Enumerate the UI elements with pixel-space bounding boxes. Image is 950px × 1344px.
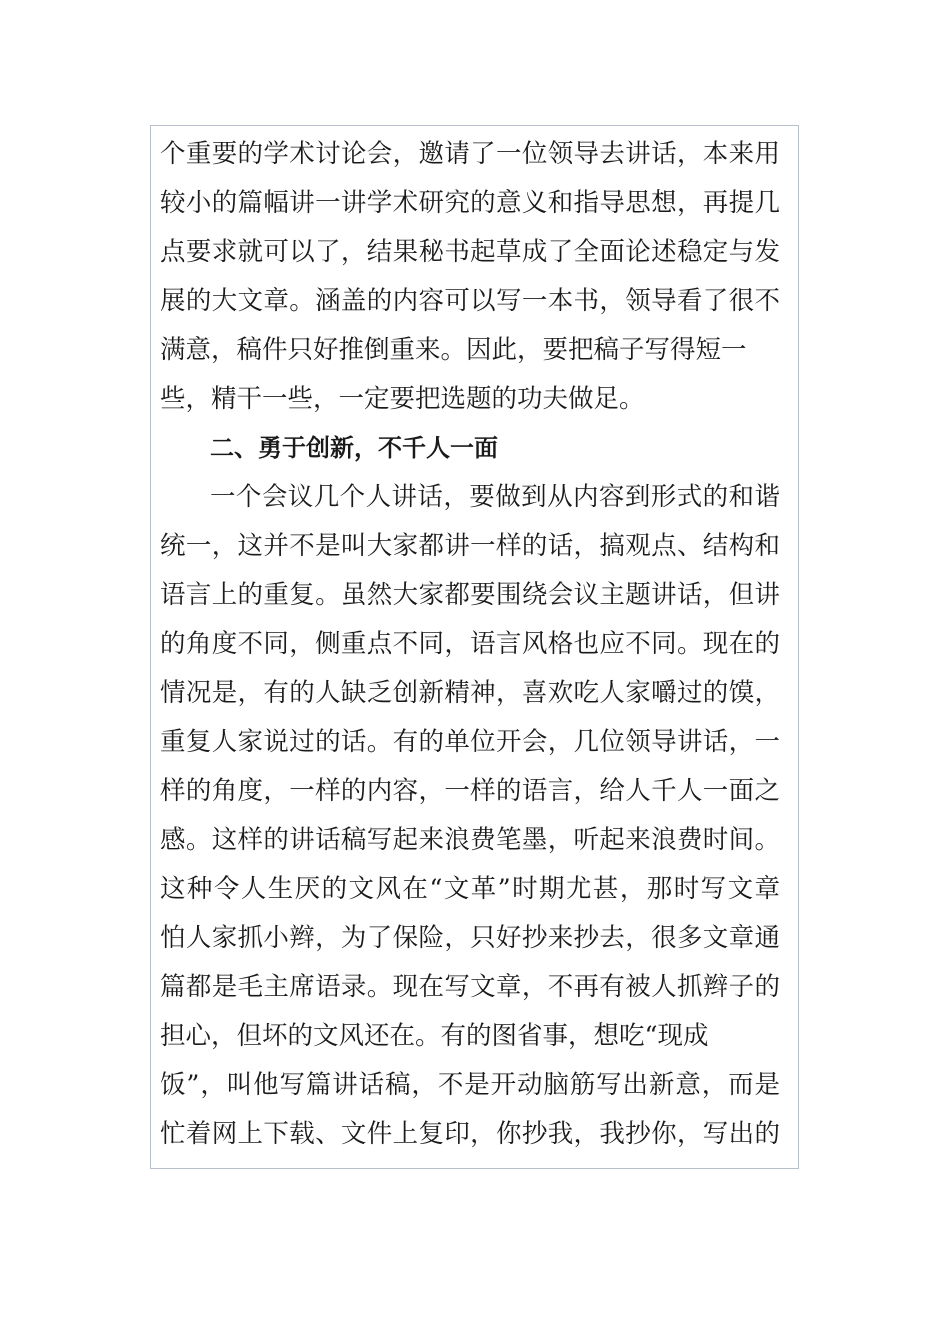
body-text-line: 忙着网上下载、文件上复印，你抄我，我抄你，写出的 [160,1119,780,1149]
body-text-line: 统一，这并不是叫大家都讲一样的话，搞观点、结构和 [160,531,780,561]
body-text-line: 个重要的学术讨论会，邀请了一位领导去讲话，本来用 [160,139,780,169]
body-text-line: 较小的篇幅讲一讲学术研究的意义和指导思想，再提几 [160,188,780,218]
body-text-line: 感。这样的讲话稿写起来浪费笔墨，听起来浪费时间。 [160,825,780,855]
body-text-line: 样的角度，一样的内容，一样的语言，给人千人一面之 [160,776,780,806]
body-text-line: 篇都是毛主席语录。现在写文章，不再有被人抓辫子的 [160,972,780,1002]
body-text-line: 点要求就可以了，结果秘书起草成了全面论述稳定与发 [160,237,780,267]
body-text-line: 重复人家说过的话。有的单位开会，几位领导讲话，一 [160,727,780,757]
body-text-line: 语言上的重复。虽然大家都要围绕会议主题讲话，但讲 [160,580,780,610]
body-text-line: 担心，但坏的文风还在。有的图省事，想吃“现成 [160,1021,709,1051]
body-text-line: 情况是，有的人缺乏创新精神，喜欢吃人家嚼过的馍， [160,678,780,708]
body-text-line: 这种令人生厌的文风在“文革”时期尤甚，那时写文章 [160,874,780,904]
body-text-line: 饭”，叫他写篇讲话稿，不是开动脑筋写出新意，而是 [160,1070,780,1100]
body-text-line: 展的大文章。涵盖的内容可以写一本书，领导看了很不 [160,286,780,316]
body-text-line: 一个会议几个人讲话，要做到从内容到形式的和谐 [210,482,780,512]
body-text-line: 些，精干一些，一定要把选题的功夫做足。 [160,384,645,414]
document-body [160,130,780,1159]
body-text-line: 怕人家抓小辫，为了保险，只好抄来抄去，很多文章通 [160,923,780,953]
body-text-line: 满意，稿件只好推倒重来。因此，要把稿子写得短一 [160,335,747,365]
body-text-line: 的角度不同，侧重点不同，语言风格也应不同。现在的 [160,629,780,659]
section-heading: 二、勇于创新，不千人一面 [210,434,498,462]
